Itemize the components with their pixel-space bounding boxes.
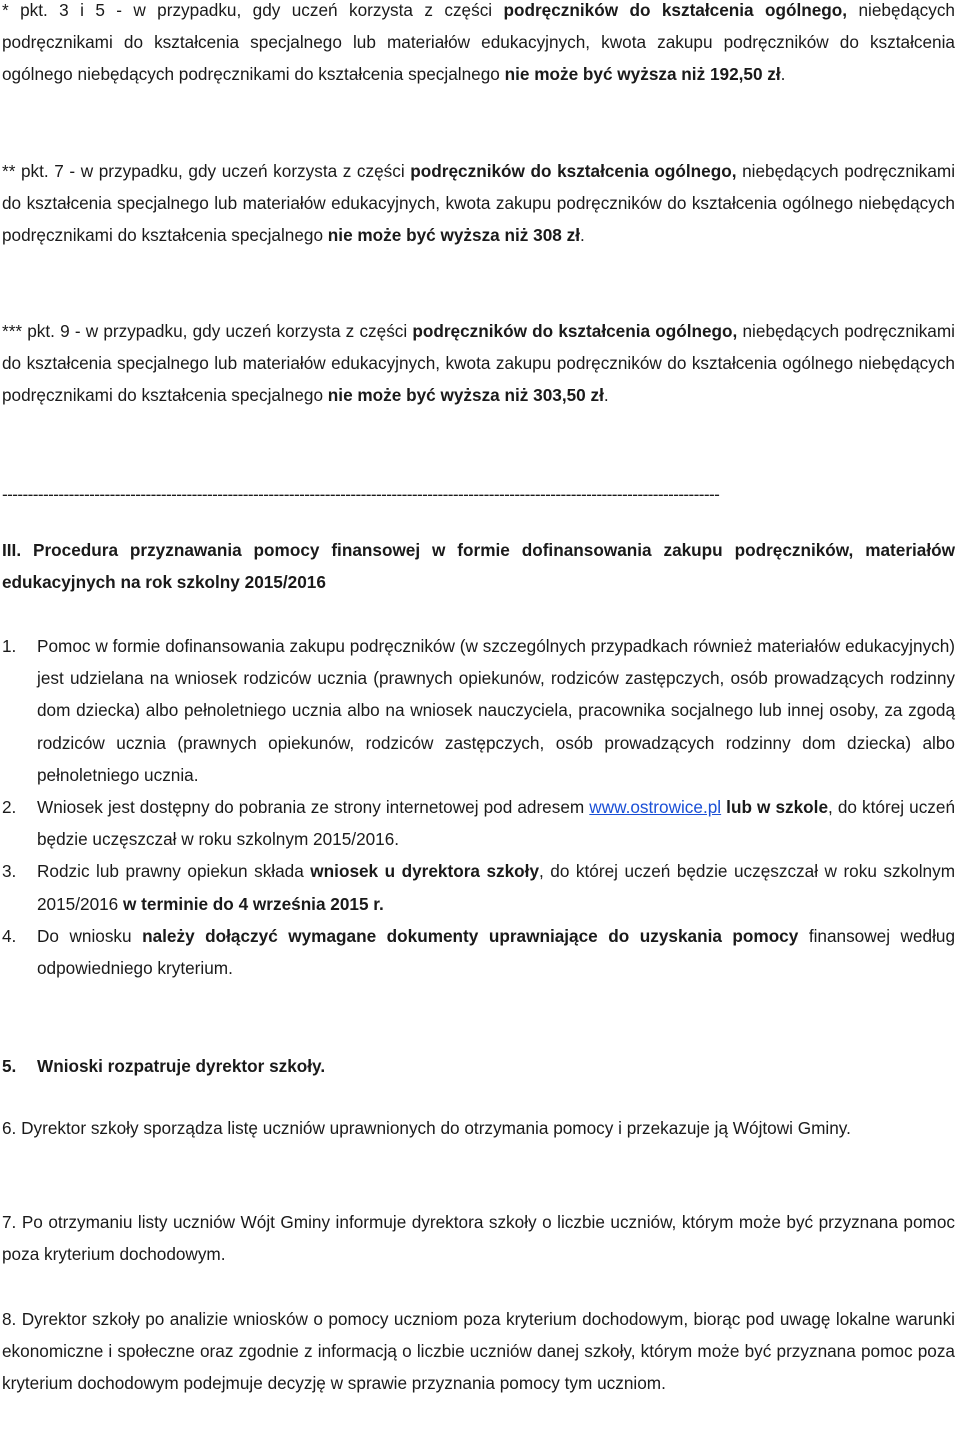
list-item	[2, 791, 955, 855]
list-item	[2, 1050, 955, 1082]
footnote-text: .	[780, 64, 786, 85]
list-item-number: 3.	[2, 861, 17, 882]
list-item	[2, 630, 955, 791]
list-item-number: 5.	[2, 1056, 17, 1076]
list-item-bold-part: wniosek u dyrektora szkoły	[310, 861, 540, 882]
list-item	[2, 855, 955, 919]
dashed-separator: --------------------------------------------------------------------------------------------------------------------------------------------	[2, 484, 720, 504]
footnote-text: *** pkt. 9 - w przypadku, gdy uczeń korzysta z części	[2, 321, 413, 341]
footnote-text: .	[603, 385, 609, 406]
list-item-text-part: Wniosek jest dostępny do pobrania ze strony internetowej pod adresem	[37, 797, 590, 818]
footnote-limit-amount: nie może być wyższa niż 192,50 zł	[504, 64, 781, 85]
footnote-limit-amount: nie może być wyższa niż 303,50 zł	[327, 385, 604, 406]
list-item-text: Pomoc w formie dofinansowania zakupu podręczników (w szczególnych przypadkach również materiałów edukacyjnych) jest udzielana na wniosek rodziców ucznia (prawnych opiekunów, rodziców zastępczych, osób prowadzących rodzinny dom dziecka) albo pełnoletniego ucznia albo na wniosek nauczyciela, pracownika socjalnego lub innej osoby, za zgodą rodziców ucznia (prawnych opiekunów, rodziców zastępczych, osób prowadzących rodzinny dom dziecka) albo pełnoletniego ucznia.	[37, 636, 955, 785]
list-item-text-part: Do wniosku	[37, 925, 143, 946]
list-item-text-part: Rodzic lub prawny opiekun składa	[37, 861, 311, 882]
list-item-number: 1.	[2, 636, 17, 656]
footnote-limit-amount: nie może być wyższa niż 308 zł	[327, 225, 580, 246]
paragraph-7: 7. Po otrzymaniu listy uczniów Wójt Gminy informuje dyrektora szkoły o liczbie uczniów, którym może być przyznana pomoc poza kryterium dochodowym.	[2, 1212, 955, 1265]
footnote-bold-text: podręczników do kształcenia ogólnego,	[412, 321, 738, 341]
procedure-list	[2, 630, 955, 984]
section-title: III. Procedura przyznawania pomocy finansowej w formie dofinansowania zakupu podręczników, materiałów edukacyjnych na rok szkolny 2015/2016	[2, 540, 955, 593]
footnote-text: * pkt. 3 i 5 - w przypadku, gdy uczeń korzysta z części	[2, 0, 504, 20]
footnote-text: niebędących podręcznikami do kształcenia specjalnego lub materiałów edukacyjnych, kwota zakupu podręczników do kształcenia ogólnego niebędących podręcznikami do kształcenia specjalnego	[2, 161, 956, 246]
paragraph-8: 8. Dyrektor szkoły po analizie wniosków o pomocy uczniom poza kryterium dochodowym, biorąc pod uwagę lokalne warunki ekonomiczne i społeczne oraz zgodnie z informacją o liczbie uczniów danej szkoły, którym może być przyznana pomoc poza kryterium dochodowym podejmuje decyzję w sprawie przyznania pomocy tym uczniom.	[2, 1309, 955, 1394]
list-item-bold-part: należy dołączyć wymagane dokumenty uprawniające do uzyskania pomocy	[142, 925, 799, 946]
list-item-text: Wnioski rozpatruje dyrektor szkoły.	[37, 1056, 326, 1076]
list-item-bold-part: lub w szkole	[721, 797, 829, 818]
footnote-pkt-3-5	[2, 0, 955, 91]
list-item-text	[37, 920, 955, 984]
list-item	[2, 920, 955, 984]
list-item-text	[37, 791, 955, 855]
footnote-bold-text: podręczników do kształcenia ogólnego,	[503, 0, 848, 20]
list-item-number: 2.	[2, 797, 17, 818]
deadline-text: w terminie do 4 września 2015 r.	[123, 893, 384, 914]
list-item-text-part: , do której uczeń będzie uczęszczał w roku szkolnym 2015/2016.	[37, 797, 956, 850]
footnote-text: niebędących podręcznikami do kształcenia specjalnego lub materiałów edukacyjnych, kwota zakupu podręczników do kształcenia ogólnego niebędących podręcznikami do kształcenia specjalnego	[2, 0, 955, 85]
footnote-pkt-9	[2, 315, 955, 412]
footnote-text: .	[579, 225, 585, 246]
list-item-text	[37, 855, 955, 919]
list-item-text-part: finansowej według odpowiedniego kryterium.	[37, 925, 956, 979]
footnote-bold-text: podręczników do kształcenia ogólnego,	[410, 161, 737, 181]
footnote-text: niebędących podręcznikami do kształcenia specjalnego lub materiałów edukacyjnych, kwota zakupu podręczników do kształcenia ogólnego niebędących podręcznikami do kształcenia specjalnego	[2, 321, 956, 406]
paragraph-6: 6. Dyrektor szkoły sporządza listę uczniów uprawnionych do otrzymania pomocy i przekazuje ją Wójtowi Gminy.	[2, 1118, 851, 1138]
footnote-text: ** pkt. 7 - w przypadku, gdy uczeń korzysta z części	[2, 161, 411, 181]
website-link[interactable]: www.ostrowice.pl	[589, 797, 722, 818]
footnote-pkt-7	[2, 155, 955, 252]
list-item-number: 4.	[2, 925, 17, 946]
list-item-text-part: , do której uczeń będzie uczęszczał w roku szkolnym 2015/2016	[37, 861, 956, 914]
